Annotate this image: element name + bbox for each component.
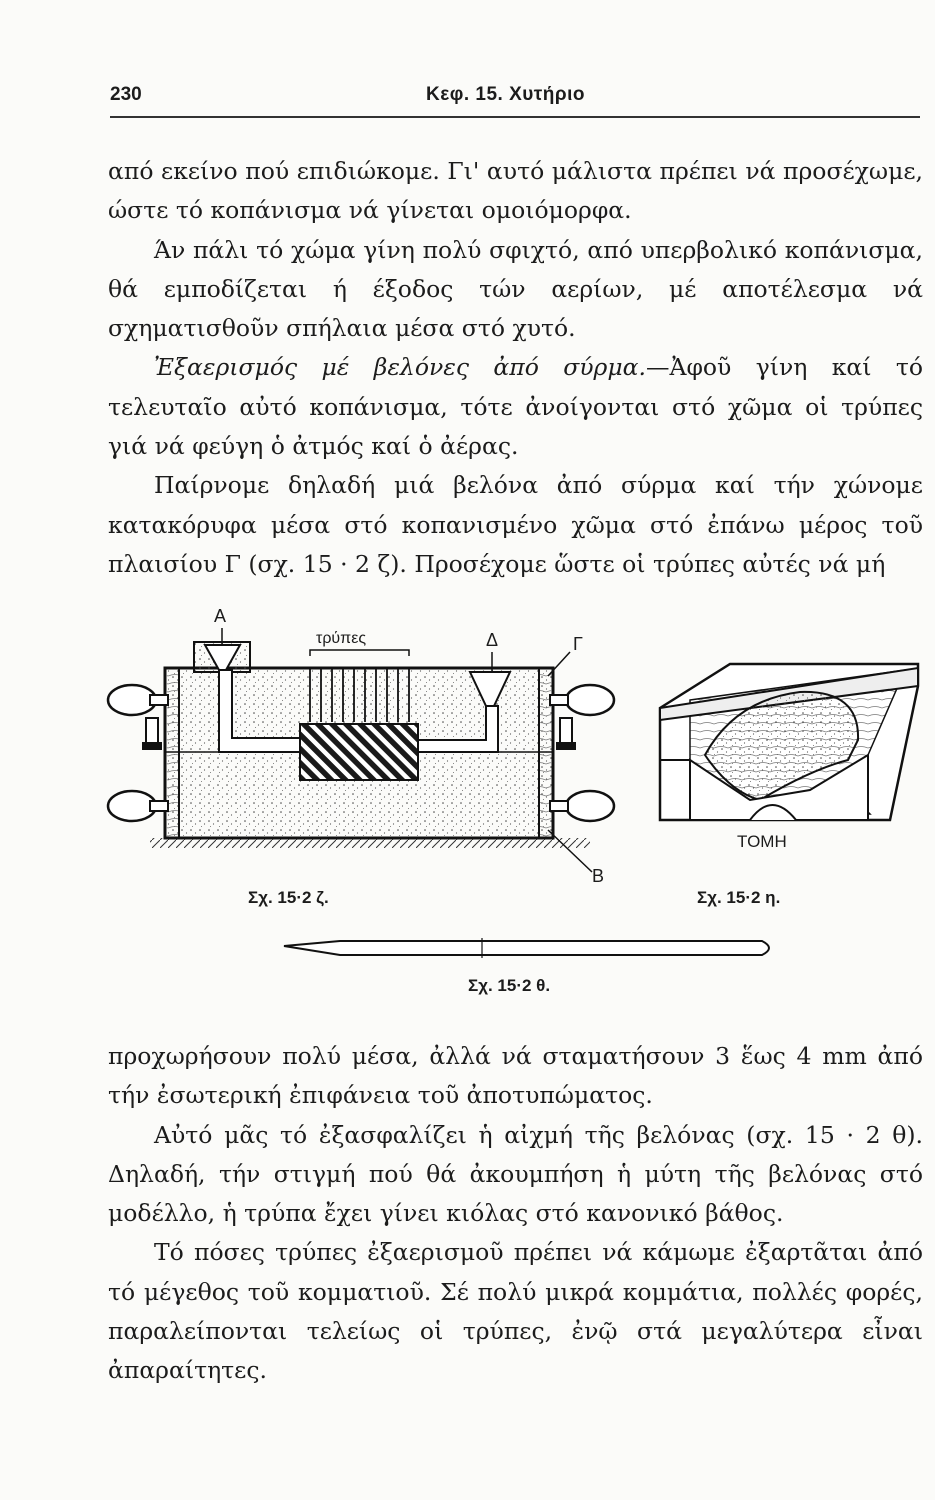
needle-body xyxy=(284,941,769,955)
bottom-text-block xyxy=(108,1037,923,1391)
paragraph-compaction: Άν πάλι τό χώμα γίνη πολύ σφιχτό, από υπερβολικό κοπάνισμα, θά εμποδίζεται ή έξοδος τών αερίων, μέ αποτέλεσμα νά σχηματισθοῦν σπήλαια μέσα στό χυτό. xyxy=(108,235,923,343)
caption-fig-2h: Σχ. 15·2 η. xyxy=(697,888,781,907)
paragraph-depth: προχωρήσουν πολύ μέσα, ἀλλά νά σταματήσουν 3 ἕως 4 mm ἀπό τήν ἐσωτερική ἐπιφάνεια τοῦ ἀποτυπώματος. xyxy=(108,1042,923,1110)
label-d: Δ xyxy=(486,630,499,650)
page-number: 230 xyxy=(110,84,142,105)
section-heading: Ἐξαερισμός μέ βελόνες ἀπό σύρμα. xyxy=(154,353,646,382)
paragraph-hole-count: Τό πόσες τρύπες ἐξαερισμοῦ πρέπει νά κάμωμε ἐξαρτᾶται ἀπό τό μέγεθος τοῦ κομματιοῦ. Σέ πολύ μικρά κομμάτια, πολλές φορές, παραλείπονται τελείως οἱ τρύπες, ἐνῷ στά μεγαλύτερα εἶναι ἀπαραίτητες. xyxy=(108,1238,923,1385)
label-section: ΤΟΜΗ xyxy=(737,832,787,851)
pattern-cavity xyxy=(300,724,418,780)
running-title: Κεφ. 15. Χυτήριο xyxy=(426,84,586,105)
right-handles xyxy=(550,685,614,821)
figure-mould-box xyxy=(108,628,614,872)
label-holes: τρύπες xyxy=(316,630,367,647)
figure-section xyxy=(660,664,918,820)
figure-needle xyxy=(284,938,769,958)
holes-bracket xyxy=(310,650,409,656)
label-b: Β xyxy=(592,866,605,886)
label-a: Α xyxy=(214,606,227,626)
section-text: —Ἀφοῦ γίνη καί τό τελευταῖο αὐτό κοπάνισμα, τότε ἀνοίγονται στό χῶμα οἱ τρύπες γιά νά φεύγη ὁ ἀτμός καί ὁ ἀέρας. xyxy=(108,353,923,461)
paragraph-intro: από εκείνο πού επιδιώκομε. Γι' αυτό μάλιστα πρέπει νά προσέχωμε, ώστε τό κοπάνισμα νά γίνεται ομοιόμορφα. xyxy=(108,157,923,225)
paragraph-needle: Παίρνομε δηλαδή μιά βελόνα ἀπό σύρμα καί τήν χώνομε κατακόρυφα μέσα στό κοπανισμένο χῶμα στό ἐπάνω μέρος τοῦ πλαισίου Γ (σχ. 15 · 2 ζ). Προσέχομε ὥστε οἱ τρύπες αὐτές νά μή xyxy=(108,471,923,578)
left-handles xyxy=(108,685,168,821)
caption-fig-2th: Σχ. 15·2 θ. xyxy=(468,976,551,995)
paragraph-needle-tip: Αὐτό μᾶς τό ἐξασφαλίζει ἡ αἰχμή τῆς βελόνας (σχ. 15 · 2 θ). Δηλαδή, τήν στιγμή πού θά ἀκουμπήση ἡ μύτη τῆς βελόνας στό μοδέλλο, ἡ τρύπα ἔχει γίνει κιόλας στό κανονικό βάθος. xyxy=(108,1120,923,1228)
label-g: Γ xyxy=(573,634,583,654)
caption-fig-2z: Σχ. 15·2 ζ. xyxy=(248,888,329,907)
